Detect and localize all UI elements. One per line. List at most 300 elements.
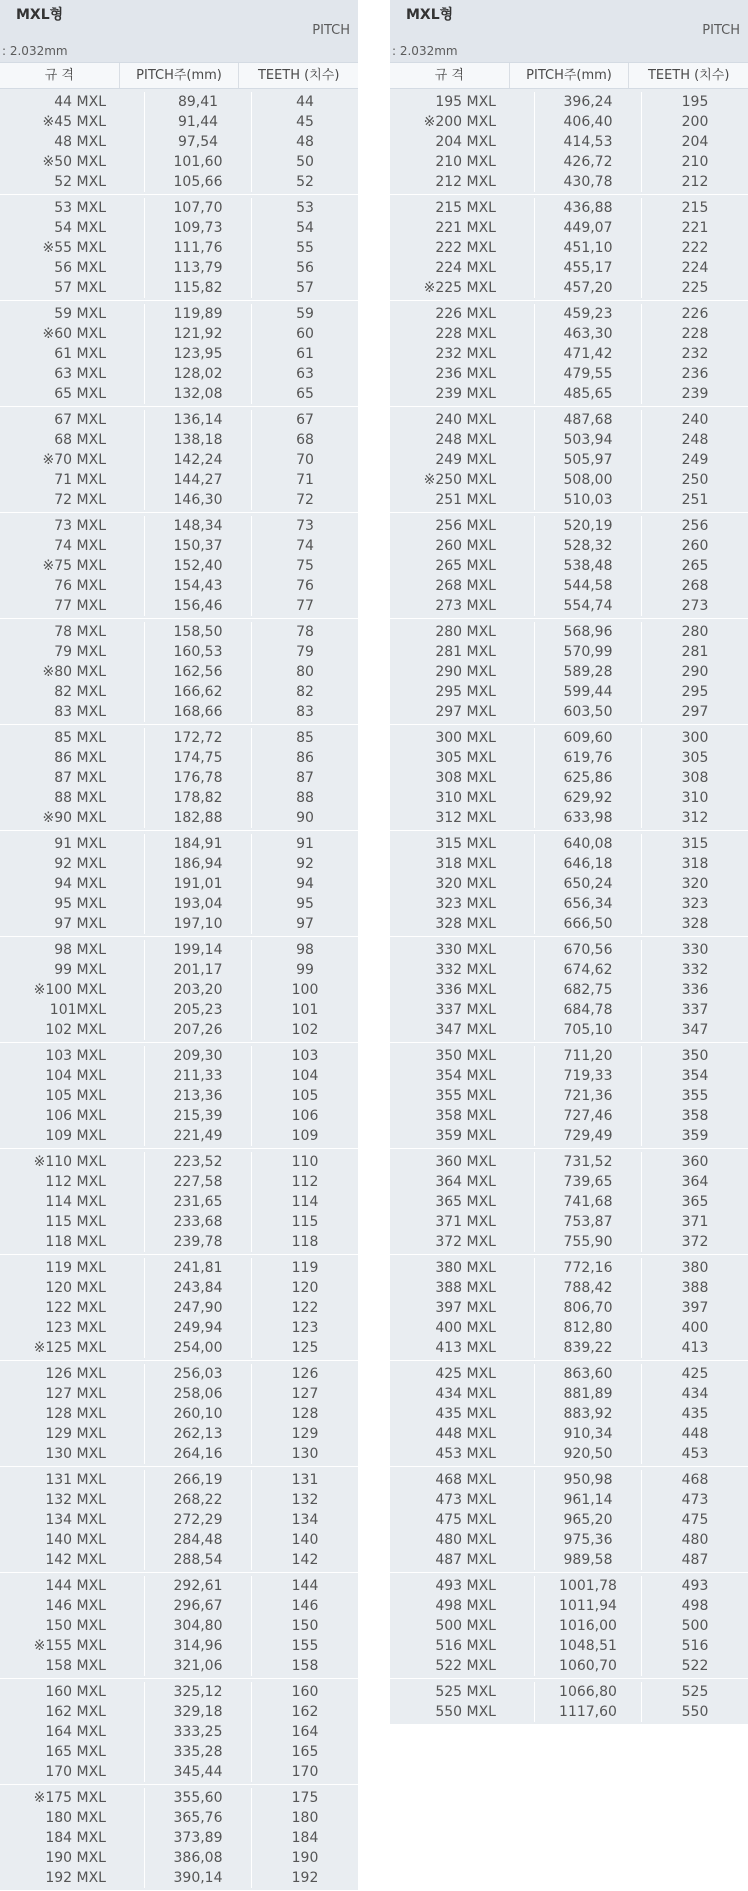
- cell-teeth: 170: [251, 1762, 358, 1782]
- cell-pitch: 107,70: [144, 198, 251, 218]
- cell-teeth: 87: [251, 768, 358, 788]
- cell-teeth: 155: [251, 1636, 358, 1656]
- table-row: [390, 682, 748, 702]
- table-row: [390, 1212, 748, 1232]
- cell-spec: 320 MXL: [435, 876, 496, 892]
- table-row: [0, 642, 358, 662]
- table-row: [390, 112, 748, 132]
- table-row: [390, 324, 748, 344]
- cell-teeth: 498: [641, 1596, 748, 1616]
- table-row: [390, 344, 748, 364]
- cell-spec: 92 MXL: [54, 856, 106, 872]
- table-row: [390, 132, 748, 152]
- cell-spec: 76 MXL: [54, 578, 106, 594]
- cell-pitch: 166,62: [144, 682, 251, 702]
- table-row: [0, 516, 358, 536]
- cell-pitch: 201,17: [144, 960, 251, 980]
- cell-pitch: 109,73: [144, 218, 251, 238]
- pitch-value: : 2.032mm: [2, 44, 68, 58]
- cell-teeth: 120: [251, 1278, 358, 1298]
- table-row: [0, 702, 358, 722]
- cell-spec: 425 MXL: [435, 1366, 496, 1382]
- cell-teeth: 55: [251, 238, 358, 258]
- cell-teeth: 500: [641, 1616, 748, 1636]
- row-group: [0, 89, 358, 195]
- row-group: [0, 1467, 358, 1573]
- cell-spec: 204 MXL: [435, 134, 496, 150]
- cell-spec: ※175 MXL: [33, 1790, 106, 1806]
- table-row: [0, 470, 358, 490]
- cell-spec: 101MXL: [49, 1002, 106, 1018]
- table-row: [0, 1232, 358, 1252]
- table-row: [0, 1318, 358, 1338]
- cell-spec: 498 MXL: [435, 1598, 496, 1614]
- cell-pitch: 172,72: [144, 728, 251, 748]
- table-row: [390, 940, 748, 960]
- table-row: [390, 536, 748, 556]
- cell-teeth: 249: [641, 450, 748, 470]
- cell-teeth: 192: [251, 1868, 358, 1888]
- cell-spec: 83 MXL: [54, 704, 106, 720]
- table-row: [390, 1682, 748, 1702]
- cell-teeth: 97: [251, 914, 358, 934]
- cell-pitch: 682,75: [534, 980, 641, 1000]
- cell-pitch: 138,18: [144, 430, 251, 450]
- table-row: [0, 960, 358, 980]
- cell-teeth: 212: [641, 172, 748, 192]
- cell-pitch: 883,92: [534, 1404, 641, 1424]
- cell-teeth: 98: [251, 940, 358, 960]
- cell-pitch: 755,90: [534, 1232, 641, 1252]
- cell-spec: 72 MXL: [54, 492, 106, 508]
- table-row: [390, 894, 748, 914]
- table-row: [0, 1046, 358, 1066]
- cell-spec: ※90 MXL: [42, 810, 106, 826]
- cell-teeth: 190: [251, 1848, 358, 1868]
- cell-spec: ※45 MXL: [42, 114, 106, 130]
- table-row: [0, 940, 358, 960]
- table-row: [390, 1298, 748, 1318]
- table-row: [0, 894, 358, 914]
- cell-teeth: 80: [251, 662, 358, 682]
- cell-teeth: 175: [251, 1788, 358, 1808]
- cell-spec: 195 MXL: [435, 94, 496, 110]
- right-table: [390, 0, 748, 1725]
- table-header-block: [390, 0, 748, 63]
- cell-teeth: 200: [641, 112, 748, 132]
- cell-teeth: 300: [641, 728, 748, 748]
- cell-spec: 82 MXL: [54, 684, 106, 700]
- row-group: [0, 1361, 358, 1467]
- cell-pitch: 174,75: [144, 748, 251, 768]
- cell-spec: ※55 MXL: [42, 240, 106, 256]
- cell-teeth: 57: [251, 278, 358, 298]
- cell-pitch: 727,46: [534, 1106, 641, 1126]
- cell-spec: 268 MXL: [435, 578, 496, 594]
- table-row: [0, 1404, 358, 1424]
- table-row: [0, 364, 358, 384]
- cell-spec: 180 MXL: [45, 1810, 106, 1826]
- table-row: [390, 1338, 748, 1358]
- row-group: [390, 1573, 748, 1679]
- table-body: [390, 89, 748, 1725]
- cell-pitch: 249,94: [144, 1318, 251, 1338]
- cell-pitch: 355,60: [144, 1788, 251, 1808]
- cell-pitch: 674,62: [534, 960, 641, 980]
- cell-spec: 281 MXL: [435, 644, 496, 660]
- cell-teeth: 53: [251, 198, 358, 218]
- cell-teeth: 516: [641, 1636, 748, 1656]
- cell-teeth: 355: [641, 1086, 748, 1106]
- cell-spec: 222 MXL: [435, 240, 496, 256]
- table-row: [390, 1152, 748, 1172]
- cell-spec: ※155 MXL: [33, 1638, 106, 1654]
- table-row: [0, 788, 358, 808]
- cell-spec: 256 MXL: [435, 518, 496, 534]
- cell-teeth: 425: [641, 1364, 748, 1384]
- cell-pitch: 329,18: [144, 1702, 251, 1722]
- cell-spec: 493 MXL: [435, 1578, 496, 1594]
- cell-spec: 85 MXL: [54, 730, 106, 746]
- cell-teeth: 251: [641, 490, 748, 510]
- cell-teeth: 134: [251, 1510, 358, 1530]
- column-headers: [390, 63, 748, 89]
- table-row: [0, 1020, 358, 1040]
- table-row: [0, 198, 358, 218]
- cell-spec: ※50 MXL: [42, 154, 106, 170]
- cell-teeth: 487: [641, 1550, 748, 1570]
- cell-spec: 480 MXL: [435, 1532, 496, 1548]
- cell-teeth: 360: [641, 1152, 748, 1172]
- cell-spec: 525 MXL: [435, 1684, 496, 1700]
- cell-spec: 232 MXL: [435, 346, 496, 362]
- row-group: [390, 407, 748, 513]
- cell-teeth: 226: [641, 304, 748, 324]
- cell-teeth: 522: [641, 1656, 748, 1676]
- cell-pitch: 213,36: [144, 1086, 251, 1106]
- cell-pitch: 436,88: [534, 198, 641, 218]
- header-teeth: TEETH (치수): [238, 63, 358, 88]
- cell-spec: 516 MXL: [435, 1638, 496, 1654]
- table-row: [390, 662, 748, 682]
- row-group: [390, 619, 748, 725]
- cell-spec: 522 MXL: [435, 1658, 496, 1674]
- cell-pitch: 603,50: [534, 702, 641, 722]
- cell-pitch: 520,19: [534, 516, 641, 536]
- table-row: [0, 1530, 358, 1550]
- cell-spec: 53 MXL: [54, 200, 106, 216]
- cell-pitch: 640,08: [534, 834, 641, 854]
- cell-spec: 95 MXL: [54, 896, 106, 912]
- cell-spec: 144 MXL: [45, 1578, 106, 1594]
- cell-spec: 67 MXL: [54, 412, 106, 428]
- table-row: [390, 768, 748, 788]
- cell-spec: 212 MXL: [435, 174, 496, 190]
- table-row: [0, 112, 358, 132]
- cell-spec: 162 MXL: [45, 1704, 106, 1720]
- cell-teeth: 448: [641, 1424, 748, 1444]
- cell-teeth: 61: [251, 344, 358, 364]
- table-row: [0, 1682, 358, 1702]
- table-row: [390, 490, 748, 510]
- table-row: [0, 1702, 358, 1722]
- cell-teeth: 103: [251, 1046, 358, 1066]
- cell-pitch: 396,24: [534, 92, 641, 112]
- row-group: [390, 831, 748, 937]
- cell-pitch: 176,78: [144, 768, 251, 788]
- cell-spec: 364 MXL: [435, 1174, 496, 1190]
- header-teeth: TEETH (치수): [628, 63, 748, 88]
- cell-teeth: 77: [251, 596, 358, 616]
- left-table: [0, 0, 358, 1891]
- cell-spec: 310 MXL: [435, 790, 496, 806]
- cell-teeth: 119: [251, 1258, 358, 1278]
- cell-pitch: 272,29: [144, 1510, 251, 1530]
- row-group: [390, 89, 748, 195]
- cell-spec: 224 MXL: [435, 260, 496, 276]
- cell-pitch: 314,96: [144, 1636, 251, 1656]
- cell-pitch: 471,42: [534, 344, 641, 364]
- cell-pitch: 479,55: [534, 364, 641, 384]
- row-group: [0, 1149, 358, 1255]
- cell-pitch: 451,10: [534, 238, 641, 258]
- cell-teeth: 180: [251, 1808, 358, 1828]
- cell-teeth: 114: [251, 1192, 358, 1212]
- cell-spec: 88 MXL: [54, 790, 106, 806]
- cell-spec: 87 MXL: [54, 770, 106, 786]
- cell-spec: 295 MXL: [435, 684, 496, 700]
- cell-spec: 251 MXL: [435, 492, 496, 508]
- table-row: [0, 324, 358, 344]
- cell-pitch: 168,66: [144, 702, 251, 722]
- cell-teeth: 86: [251, 748, 358, 768]
- cell-teeth: 224: [641, 258, 748, 278]
- cell-teeth: 54: [251, 218, 358, 238]
- cell-teeth: 67: [251, 410, 358, 430]
- cell-spec: ※125 MXL: [33, 1340, 106, 1356]
- cell-spec: 550 MXL: [435, 1704, 496, 1720]
- row-group: [0, 301, 358, 407]
- table-row: [390, 1384, 748, 1404]
- cell-teeth: 550: [641, 1702, 748, 1722]
- cell-teeth: 295: [641, 682, 748, 702]
- cell-teeth: 76: [251, 576, 358, 596]
- cell-spec: 79 MXL: [54, 644, 106, 660]
- cell-pitch: 633,98: [534, 808, 641, 828]
- cell-teeth: 101: [251, 1000, 358, 1020]
- cell-pitch: 1001,78: [534, 1576, 641, 1596]
- cell-pitch: 806,70: [534, 1298, 641, 1318]
- cell-teeth: 82: [251, 682, 358, 702]
- cell-teeth: 364: [641, 1172, 748, 1192]
- cell-pitch: 111,76: [144, 238, 251, 258]
- cell-pitch: 119,89: [144, 304, 251, 324]
- cell-pitch: 345,44: [144, 1762, 251, 1782]
- cell-teeth: 70: [251, 450, 358, 470]
- cell-teeth: 48: [251, 132, 358, 152]
- table-row: [390, 622, 748, 642]
- cell-pitch: 182,88: [144, 808, 251, 828]
- cell-teeth: 60: [251, 324, 358, 344]
- cell-pitch: 455,17: [534, 258, 641, 278]
- cell-pitch: 101,60: [144, 152, 251, 172]
- cell-spec: 119 MXL: [45, 1260, 106, 1276]
- cell-pitch: 292,61: [144, 1576, 251, 1596]
- cell-teeth: 337: [641, 1000, 748, 1020]
- cell-spec: 61 MXL: [54, 346, 106, 362]
- cell-spec: 164 MXL: [45, 1724, 106, 1740]
- cell-teeth: 131: [251, 1470, 358, 1490]
- cell-teeth: 160: [251, 1682, 358, 1702]
- table-row: [0, 344, 358, 364]
- table-row: [0, 218, 358, 238]
- table-row: [390, 1106, 748, 1126]
- table-row: [390, 364, 748, 384]
- cell-spec: 487 MXL: [435, 1552, 496, 1568]
- cell-spec: 290 MXL: [435, 664, 496, 680]
- cell-spec: 400 MXL: [435, 1320, 496, 1336]
- cell-spec: 114 MXL: [45, 1194, 106, 1210]
- cell-spec: ※70 MXL: [42, 452, 106, 468]
- cell-spec: 160 MXL: [45, 1684, 106, 1700]
- cell-pitch: 510,03: [534, 490, 641, 510]
- cell-spec: 434 MXL: [435, 1386, 496, 1402]
- cell-spec: 94 MXL: [54, 876, 106, 892]
- cell-teeth: 310: [641, 788, 748, 808]
- cell-spec: 330 MXL: [435, 942, 496, 958]
- cell-teeth: 52: [251, 172, 358, 192]
- cell-teeth: 372: [641, 1232, 748, 1252]
- cell-pitch: 406,40: [534, 112, 641, 132]
- cell-pitch: 205,23: [144, 1000, 251, 1020]
- cell-pitch: 463,30: [534, 324, 641, 344]
- table-row: [390, 596, 748, 616]
- cell-pitch: 333,25: [144, 1722, 251, 1742]
- cell-spec: 359 MXL: [435, 1128, 496, 1144]
- cell-pitch: 373,89: [144, 1828, 251, 1848]
- table-row: [0, 914, 358, 934]
- table-row: [390, 1702, 748, 1722]
- table-row: [0, 92, 358, 112]
- row-group: [0, 1255, 358, 1361]
- table-row: [0, 238, 358, 258]
- cell-spec: ※110 MXL: [33, 1154, 106, 1170]
- cell-spec: 228 MXL: [435, 326, 496, 342]
- cell-pitch: 650,24: [534, 874, 641, 894]
- cell-teeth: 74: [251, 536, 358, 556]
- column-headers: [0, 63, 358, 89]
- cell-teeth: 525: [641, 1682, 748, 1702]
- table-row: [390, 1086, 748, 1106]
- cell-teeth: 330: [641, 940, 748, 960]
- cell-spec: ※100 MXL: [33, 982, 106, 998]
- cell-teeth: 248: [641, 430, 748, 450]
- cell-teeth: 88: [251, 788, 358, 808]
- cell-pitch: 538,48: [534, 556, 641, 576]
- cell-spec: 57 MXL: [54, 280, 106, 296]
- row-group: [390, 1361, 748, 1467]
- cell-spec: 54 MXL: [54, 220, 106, 236]
- cell-pitch: 193,04: [144, 894, 251, 914]
- cell-spec: 248 MXL: [435, 432, 496, 448]
- table-row: [390, 1020, 748, 1040]
- cell-pitch: 739,65: [534, 1172, 641, 1192]
- cell-pitch: 247,90: [144, 1298, 251, 1318]
- cell-pitch: 629,92: [534, 788, 641, 808]
- table-row: [0, 1510, 358, 1530]
- cell-teeth: 44: [251, 92, 358, 112]
- cell-spec: 105 MXL: [45, 1088, 106, 1104]
- cell-spec: ※225 MXL: [423, 280, 496, 296]
- cell-pitch: 910,34: [534, 1424, 641, 1444]
- cell-pitch: 729,49: [534, 1126, 641, 1146]
- table-row: [390, 1232, 748, 1252]
- cell-pitch: 950,98: [534, 1470, 641, 1490]
- cell-pitch: 965,20: [534, 1510, 641, 1530]
- cell-teeth: 221: [641, 218, 748, 238]
- cell-spec: ※80 MXL: [42, 664, 106, 680]
- table-row: [390, 980, 748, 1000]
- cell-teeth: 195: [641, 92, 748, 112]
- cell-pitch: 115,82: [144, 278, 251, 298]
- cell-teeth: 222: [641, 238, 748, 258]
- row-group: [0, 1679, 358, 1785]
- cell-pitch: 154,43: [144, 576, 251, 596]
- row-group: [390, 725, 748, 831]
- cell-spec: 78 MXL: [54, 624, 106, 640]
- cell-spec: 146 MXL: [45, 1598, 106, 1614]
- table-row: [0, 1424, 358, 1444]
- cell-spec: 165 MXL: [45, 1744, 106, 1760]
- cell-teeth: 250: [641, 470, 748, 490]
- cell-teeth: 305: [641, 748, 748, 768]
- cell-pitch: 136,14: [144, 410, 251, 430]
- table-row: [0, 1152, 358, 1172]
- cell-pitch: 741,68: [534, 1192, 641, 1212]
- cell-pitch: 554,74: [534, 596, 641, 616]
- cell-spec: 142 MXL: [45, 1552, 106, 1568]
- header-pitch: PITCH주(mm): [119, 63, 239, 88]
- cell-teeth: 336: [641, 980, 748, 1000]
- cell-teeth: 453: [641, 1444, 748, 1464]
- table-row: [390, 410, 748, 430]
- table-row: [390, 1636, 748, 1656]
- cell-teeth: 79: [251, 642, 358, 662]
- cell-spec: 77 MXL: [54, 598, 106, 614]
- cell-teeth: 106: [251, 1106, 358, 1126]
- table-row: [390, 1490, 748, 1510]
- row-group: [0, 407, 358, 513]
- cell-spec: 86 MXL: [54, 750, 106, 766]
- table-row: [0, 1808, 358, 1828]
- table-row: [390, 1000, 748, 1020]
- cell-teeth: 350: [641, 1046, 748, 1066]
- row-group: [0, 725, 358, 831]
- cell-spec: 134 MXL: [45, 1512, 106, 1528]
- table-row: [0, 152, 358, 172]
- cell-pitch: 91,44: [144, 112, 251, 132]
- cell-pitch: 243,84: [144, 1278, 251, 1298]
- table-row: [390, 1530, 748, 1550]
- cell-spec: 71 MXL: [54, 472, 106, 488]
- cell-teeth: 435: [641, 1404, 748, 1424]
- cell-pitch: 989,58: [534, 1550, 641, 1570]
- cell-pitch: 503,94: [534, 430, 641, 450]
- header-pitch: PITCH주(mm): [509, 63, 629, 88]
- cell-pitch: 505,97: [534, 450, 641, 470]
- cell-teeth: 130: [251, 1444, 358, 1464]
- cell-pitch: 772,16: [534, 1258, 641, 1278]
